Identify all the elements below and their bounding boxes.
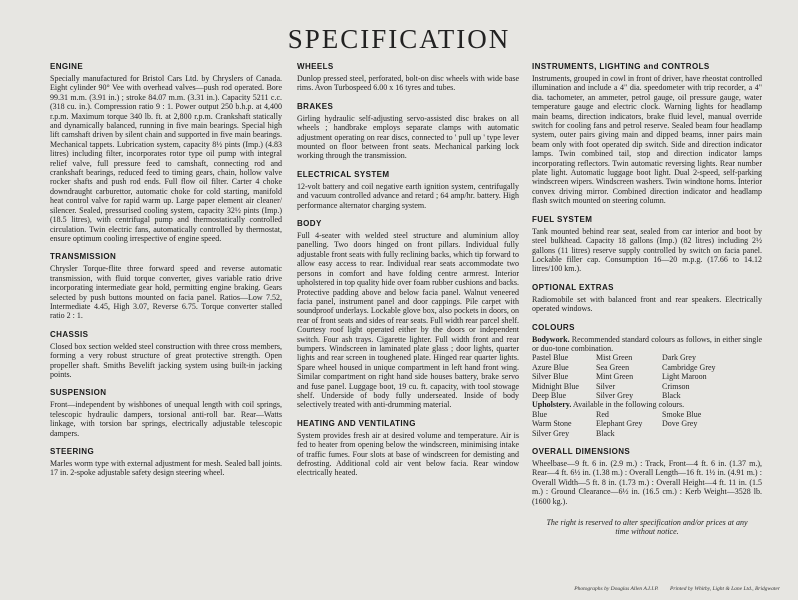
upholstery-text [532,400,762,409]
colour-cell: Pastel Blue [532,353,569,363]
section-text: 12-volt battery and coil negative earth ignition system, centrifugally and vacuum controlled advance and retard ; 64 amp/hr. battery. High performance alternator charging system. [297,181,519,210]
section-fuel [532,215,762,274]
colour-cell: Midnight Blue [532,381,579,391]
section-text: Closed box section welded steel construction with three cross members, forming a very robust structure of great protective strength. Open propeller shaft. Smiths Bevelift jacking system using built-in jacking points. [50,341,282,379]
section-heating [297,419,519,478]
colour-cell: Silver Grey [596,390,634,400]
section-heading: INSTRUMENTS, LIGHTING and CONTROLS [532,62,710,71]
colour-cell: Black [596,428,615,438]
colour-cell: Silver Blue [532,372,569,382]
section-heading: OPTIONAL EXTRAS [532,282,614,292]
section-text: Girling hydraulic self-adjusting servo-assisted disc brakes on all wheels ; handbrake employs separate clamps with automatic adjustment operating on rear discs, connected to ' pull up ' type lever mounted on floor between front seats. Mechanical parking lock working through the transmission. [297,113,519,161]
section-heading: CHASSIS [50,329,89,339]
section-text: Instruments, grouped in cowl in front of driver, have rheostat controlled illumination and include a 4" dia. speedometer with trip recorder, a 4" dia. tachometer, an ammeter, petrol gauge, oil pressure gauge, water temperature gauge and electric clock. Warning lights for headlamp main beams, direction indicators, brake fluid level, manual override switch for cooling fans and petrol reserve. Sealed beam four headlamp system, outer pairs giving main and dipped beams, inner pairs main beam only with foot operated dip switch. Side and direction indicator lamps. Twin combined tail, stop and direction indicator lamps incorporating reflectors. Twin automatic reversing lights. Rear number plate light. Automatic luggage boot light. Dual 2-speed, self-parking windscreen wipers. Windscreen washers. Twin windtone horns. Interior convex driving mirror. Combined direction indicator and headlamp flash switch mounted on steering column. [532,74,762,206]
section-text: Front—independent by wishbones of unequal length with coil springs, telescopic hydraulic dampers, torsional anti-roll bar. Rear—Watts linkage, with torsion bar springs, electrically adjustable telescopic dampers. [50,400,282,438]
printer-credit: Printed by Whitby, Light & Lane Ltd., Bridgwater [670,586,780,592]
colour-cell: Mist Green [596,353,633,363]
section-heading: ELECTRICAL SYSTEM [297,169,390,179]
print-credits [300,586,780,592]
colour-cell: Deep Blue [532,390,566,400]
section-text: System provides fresh air at desired volume and temperature. Air is fed to heater from opening below the windscreen, minimising intake of traffic fumes. Four slots at base of windscreen for demisting and defrosting. Additional cold air vent below facia. Rear window electrically heated. [297,430,519,478]
colour-cell: Silver Grey [532,428,570,438]
section-heading: HEATING AND VENTILATING [297,418,416,428]
section-heading: BODY [297,219,322,229]
colour-cell: Smoke Blue [662,409,702,419]
colour-cell: Crimson [662,381,690,391]
section-heading: WHEELS [297,62,334,71]
colour-cell: Black [662,390,681,400]
colour-cell: Light Maroon [662,372,707,382]
section-engine [50,62,282,243]
section-wheels [297,62,519,93]
section-heading: TRANSMISSION [50,252,117,262]
section-electrical [297,170,519,210]
colour-cell: Silver [596,381,616,391]
section-dimensions [532,447,762,506]
section-suspension [50,388,282,438]
colour-cell: Cambridge Grey [662,362,716,372]
section-chassis [50,330,282,380]
column-1 [50,62,282,487]
colour-cell: Red [596,409,609,419]
colour-cell: Dark Grey [662,353,696,363]
column-2 [297,62,519,487]
upholstery-colour-table [532,410,762,438]
bodywork-lead: Bodywork. [532,334,570,344]
column-3 [532,62,762,537]
section-heading: STEERING [50,447,95,456]
section-text: Specially manufactured for Bristol Cars Ltd. by Chryslers of Canada. Eight cylinder 90° Vee with overhead valves—push rod operated. Bore 99.31 m.m. (3.91 in.) ; stroke 84.07 m.m. (3.31 in.). Capacity 5211 c.c. (318 cu. in.). Compression ratio 9 : 1. Power output 250 b.h.p. at 4,400 r.p.m. Maximum torque 340 lb. ft. at 2,800 r.p.m. Crankshaft statically and dynamically balanced, running in five main bearings. Special high lift camshaft driven by silent chain and supported in five main bearings. Mechanical tappets. Lubrication system, capacity 8½ pints (Imp.) (4.83 litres) including filter, incorporates rotor type oil pump with integral relief valve, full pressure feed to camshaft, connecting rod and crankshaft bearings, reduced feed to timing gears, chain, hollow valve rocker shafts and push rod ends. Full flow oil filter. Carter 4 choke downdraught carburettor, automatic choke for cold starting, manifold heat control valve for rapid warm up. Large paper element air cleaner/ silencer. Sealed, pressurised cooling system, capacity 32½ pints (Imp.) (18.5 litres), with centrifugal pump and thermostatically controlled circulation. Twin electric fans, automatically controlled by thermostat, ensure optimum cooling irrespective of engine speed. [50,74,282,243]
section-heading: SUSPENSION [50,388,107,398]
section-heading: COLOURS [532,322,575,332]
colour-cell: Elephant Grey [596,419,643,429]
colour-cell: Sea Green [596,362,630,372]
colour-cell: Warm Stone [532,419,572,429]
section-text: Radiomobile set with balanced front and rear speakers. Electrically operated windows. [532,294,762,314]
bodywork-colour-table [532,353,762,400]
rights-notice: The right is reserved to alter specification and/or prices at any time without notice. [546,518,748,537]
upholstery-lead: Upholstery. [532,400,572,410]
upholstery-desc: Available in the following colours. [572,400,685,410]
bodywork-text [532,335,762,354]
section-brakes [297,102,519,161]
colour-cell: Mint Green [596,372,634,382]
section-text: Dunlop pressed steel, perforated, bolt-on disc wheels with wide base rims. Avon Turbospeed 6.00 x 16 tyres and tubes. [297,74,519,93]
colour-cell: Blue [532,409,548,419]
colour-cell [662,429,762,438]
section-text: Chrysler Torque-flite three forward speed and reverse automatic transmission, with fluid torque converter, gives variable ratio drive incorporating intermediate gear hold, permitting engine braking. Gears selected by push buttons mounted on facia panel. Ratios—Low 7.52, Intermediate 4.45, High 3.07, Reverse 6.75. Torque converter stalled ratio 2 : 1. [50,264,282,321]
page-title: SPECIFICATION [287,24,511,54]
section-text: Tank mounted behind rear seat, sealed from car interior and boot by steel bulkhead. Capacity 18 gallons (Imp.) (82 litres) including 2½ gallons (11 litres) reserve supply controlled by switch on facia panel. Lockable filler cap. Consumption 16—20 m.p.g. (17.66 to 14.12 litres/100 km.). [532,226,762,274]
section-heading: BRAKES [297,101,334,111]
bodywork-desc: Recommended standard colours as follows, in either single or duo-tone combination. [532,334,763,353]
section-text: Wheelbase—9 ft. 6 in. (2.9 m.) : Track, Front—4 ft. 6 in. (1.37 m.), Rear—4 ft. 6½ in. (1.38 m.) : Overall Length—16 ft. 1½ in. (4.91 m.) : Overall Width—5 ft. 8 in. (1.73 m.) : Overall Height—4 ft. 11 in. (1.5 m.) : Ground Clearance—6½ in. (16.5 cm.) : Kerb Weight—3528 lb. (1600 kg.). [532,459,762,506]
section-text: Marles worm type with external adjustment for mesh. Sealed ball joints. 17 in. 2-spoke adjustable safety design steering wheel. [50,459,282,478]
section-heading: OVERALL DIMENSIONS [532,447,631,456]
colour-cell: Dove Grey [662,419,698,429]
section-steering [50,447,282,478]
section-transmission [50,252,282,320]
section-optional-extras [532,283,762,314]
section-text: Full 4-seater with welded steel structure and aluminium alloy panelling. Two doors hinged on front pillars. Individual fully adjustable front seats with fully reclining backs, which tip forward to allow easy access to rear. Individual rear seats accommodate two persons in comfort and have folding centre armrest. Interior upholstered in top quality hide over foam rubber cushions and backs. Protective padding above and below facia panel. Walnut veneered facia panel, instrument panel and door cappings. Pile carpet with soundproof underlays. Lockable glove box, also pockets in doors, on rear of front seats and sides of rear seats. Full width rear parcel shelf. Courtesy roof light operated either by the doors or independent switch. Four ash trays. Cigarette lighter. Full width front and rear bumpers. Windscreen in laminated plate glass ; door lights, quarter lights and rear screen in toughened plate. Hinged rear quarter lights. Spare wheel housed in unique compartment in left hand front wing. Similar compartment on right hand side houses battery, brake servo and fuse panel. Luggage boot, 19 cu. ft. capacity, with tool stowage shelf. Underside of body fully underseated. Inside of body selectively treated with anti-drumming material. [297,231,519,410]
photo-credit: Photographs by Douglas Allen A.I.I.P. [574,586,659,592]
section-colours [532,323,762,438]
section-instruments [532,62,762,206]
section-body [297,219,519,410]
colour-cell: Azure Blue [532,362,569,372]
section-heading: ENGINE [50,62,84,71]
section-heading: FUEL SYSTEM [532,214,593,224]
